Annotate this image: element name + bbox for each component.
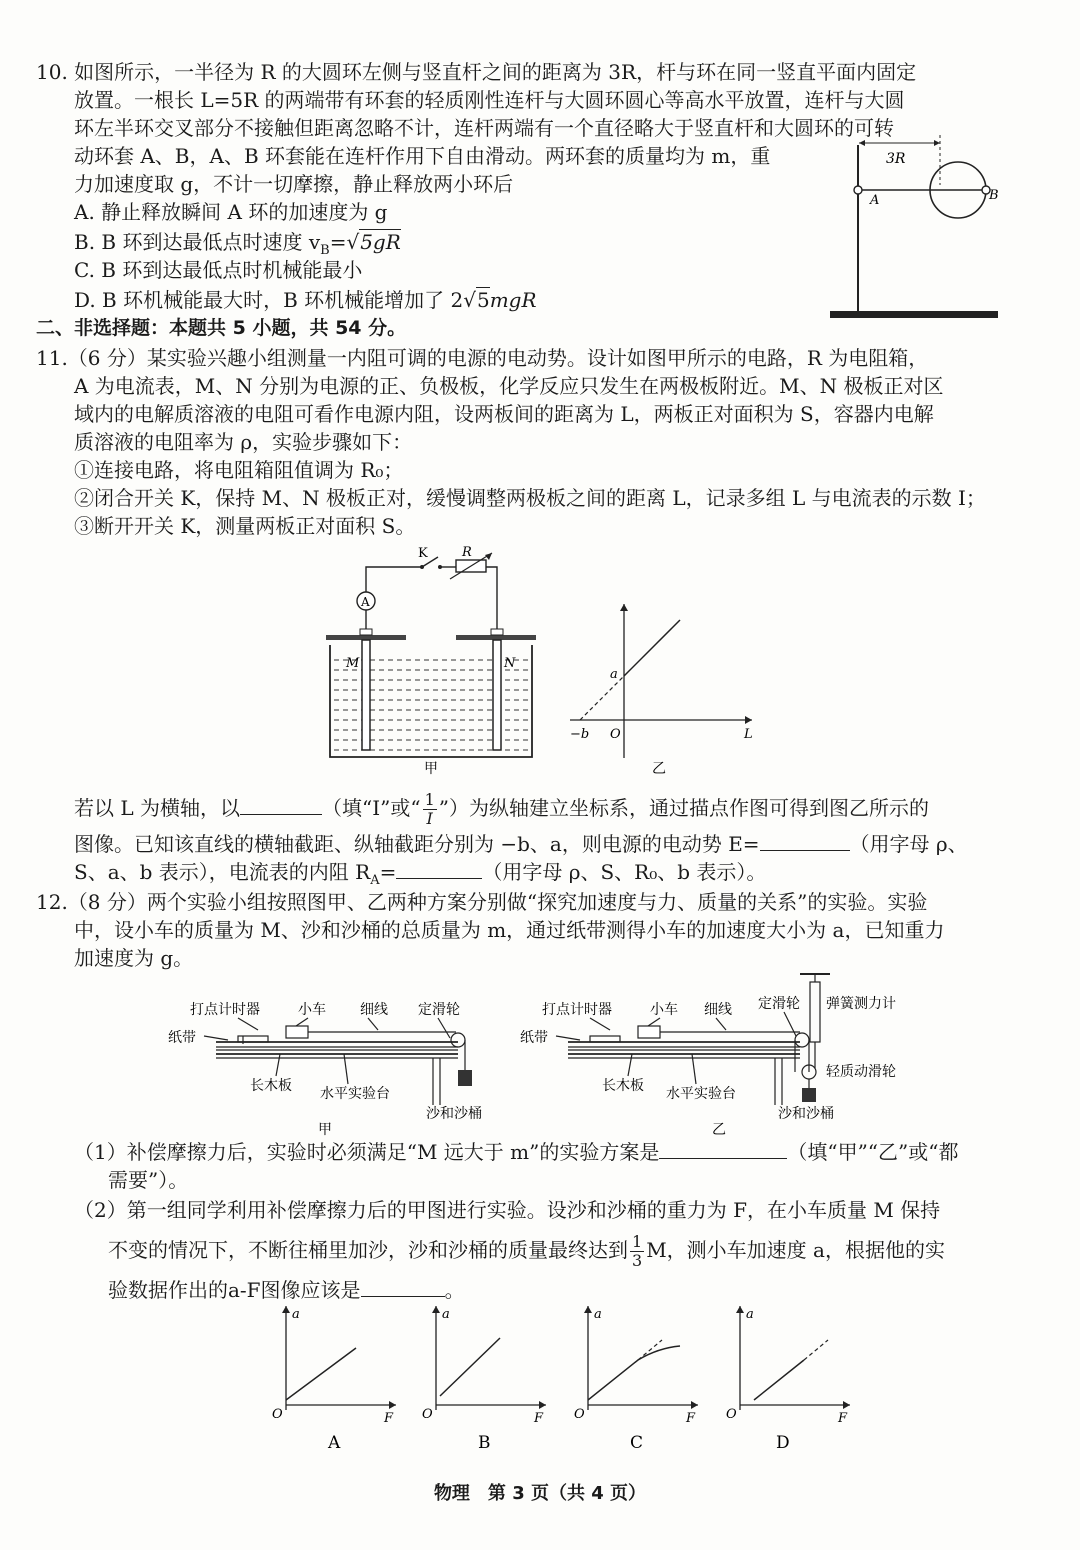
graph-option-a bbox=[266, 1300, 416, 1453]
q11-fig-plate-n: N bbox=[504, 656, 516, 671]
q10-option-c: C. B 环到达最低点时机械能最小 bbox=[74, 258, 363, 282]
q12-part1: （1）补偿摩擦力后，实验时必须满足“M 远大于 m”的实验方案是 （填“甲”“乙”或“都 bbox=[74, 1140, 959, 1164]
graph-b-label: B bbox=[478, 1433, 491, 1453]
q11-fig-intercept-a: a bbox=[610, 667, 618, 682]
q12-line1: 12.（8 分）两个实验小组按照图甲、乙两种方案分别做“探究加速度与力、质量的关系”的实验。实验 bbox=[36, 890, 928, 914]
q11-fig-plate-m: M bbox=[346, 656, 360, 671]
graph-d-label: D bbox=[776, 1433, 790, 1453]
q11-fig-origin: O bbox=[610, 727, 621, 742]
q11-fig-resistor-r: R bbox=[462, 545, 472, 560]
q12-part2-line3: 验数据作出的a-F图像应该是 。 bbox=[108, 1278, 465, 1302]
q10-option-d: D. B 环机械能最大时，B 环机械能增加了 2√5mgR bbox=[74, 288, 537, 312]
graph-c-origin: O bbox=[574, 1407, 585, 1422]
q11-fig-caption-yi: 乙 bbox=[652, 761, 666, 777]
q12-jia-label-timer: 打点计时器 bbox=[190, 1002, 260, 1018]
q12-jia-label-cart: 小车 bbox=[298, 1002, 326, 1018]
q11-step2: ②闭合开关 K，保持 M、N 极板正对，缓慢调整两极板之间的距离 L，记录多组 L 与电流表的示数 I； bbox=[74, 486, 986, 510]
q12-yi-caption: 乙 bbox=[712, 1122, 726, 1138]
graph-d-origin: O bbox=[726, 1407, 737, 1422]
q11-line1: 11.（6 分）某实验兴趣小组测量一内阻可调的电源的电动势。设计如图甲所示的电路，R 为电阻箱， bbox=[36, 346, 929, 370]
q10-fig-label-b: B bbox=[989, 188, 999, 203]
q12-jia-label-bucket: 沙和沙桶 bbox=[426, 1106, 482, 1122]
q11-blank-emf[interactable] bbox=[760, 830, 850, 851]
q11-fig-ammeter: A bbox=[361, 595, 370, 609]
q11-fig-axis-l: L bbox=[744, 727, 753, 742]
q11-step3: ③断开开关 K，测量两板正对面积 S。 bbox=[74, 514, 416, 538]
q11-blank-resistance[interactable] bbox=[396, 858, 482, 879]
graph-c-ylabel: a bbox=[594, 1307, 602, 1322]
graph-a-label: A bbox=[328, 1433, 341, 1453]
q12-jia-label-table: 水平实验台 bbox=[320, 1086, 390, 1102]
graph-a-xlabel: F bbox=[384, 1411, 394, 1426]
q12-blank-scheme[interactable] bbox=[659, 1138, 787, 1159]
q12-figure-yi bbox=[520, 968, 920, 1138]
q12-yi-label-pulley: 定滑轮 bbox=[758, 996, 800, 1012]
q12-jia-label-pulley: 定滑轮 bbox=[418, 1002, 460, 1018]
q12-jia-label-board: 长木板 bbox=[250, 1078, 292, 1094]
q12-jia-label-tape: 纸带 bbox=[168, 1030, 196, 1046]
graph-option-b bbox=[416, 1300, 566, 1453]
q10-line3: 环左半环交叉部分不接触但距离忽略不计，连杆两端有一个直径略大于竖直杆和大圆环的可转 bbox=[74, 116, 894, 140]
graph-c-xlabel: F bbox=[686, 1411, 696, 1426]
q11-fig-caption-jia: 甲 bbox=[424, 761, 438, 777]
graph-option-c bbox=[568, 1300, 718, 1453]
q12-yi-label-board: 长木板 bbox=[602, 1078, 644, 1094]
q10-line1: 10. 如图所示，一半径为 R 的大圆环左侧与竖直杆之间的距离为 3R，杆与环在同一竖直平面内固定 bbox=[36, 60, 917, 84]
q10-option-b: B. B 环到达最低点时速度 $v_B=√5gR$ bbox=[74, 230, 401, 258]
graph-d-ylabel: a bbox=[746, 1307, 754, 1322]
q12-part1-line2: 需要”）。 bbox=[108, 1168, 189, 1192]
q12-yi-label-table: 水平实验台 bbox=[666, 1086, 736, 1102]
graph-option-d bbox=[720, 1300, 870, 1453]
q12-jia-label-string: 细线 bbox=[360, 1002, 388, 1018]
q11-fill-line2: 图像。已知该直线的横轴截距、纵轴截距分别为 −b、a，则电源的电动势 E= （用字母 ρ、 bbox=[74, 832, 968, 856]
q12-yi-label-timer: 打点计时器 bbox=[542, 1002, 612, 1018]
q12-jia-caption: 甲 bbox=[318, 1122, 332, 1138]
q12-line2: 中，设小车的质量为 M、沙和沙桶的总质量为 m，通过纸带测得小车的加速度大小为 a，已知重力 bbox=[74, 918, 945, 942]
q12-yi-label-movpulley: 轻质动滑轮 bbox=[826, 1064, 896, 1080]
graph-b-ylabel: a bbox=[442, 1307, 450, 1322]
graph-d-xlabel: F bbox=[838, 1411, 848, 1426]
q10-fig-dist: 3R bbox=[886, 151, 906, 167]
q10-line4: 动环套 A、B，A、B 环套能在连杆作用下自由滑动。两环套的质量均为 m，重 bbox=[74, 144, 771, 168]
q12-part2-line1: （2）第一组同学利用补偿摩擦力后的甲图进行实验。设沙和沙桶的重力为 F，在小车质量 M 保持 bbox=[74, 1198, 941, 1222]
q12-figure-jia bbox=[168, 990, 508, 1140]
graph-c-label: C bbox=[630, 1433, 644, 1453]
q10-figure bbox=[828, 135, 1008, 325]
q12-yi-label-tape: 纸带 bbox=[520, 1030, 548, 1046]
q12-yi-label-cart: 小车 bbox=[650, 1002, 678, 1018]
q11-fill-line1: 若以 L 为横轴，以 （填“I”或“ $\frac{1}{I}$ ”）为纵轴建立坐标系，通过描点作图可得到图乙所示的 bbox=[74, 790, 929, 828]
q11-line3: 域内的电解质溶液的电阻可看作电源内阻，设两板间的距离为 L，两板正对面积为 S，容器内电解 bbox=[74, 402, 934, 426]
q11-figure-yi bbox=[562, 598, 762, 778]
q11-line2: A 为电流表，M、N 分别为电源的正、负极板，化学反应只发生在两极板附近。M、N 极板正对区 bbox=[74, 374, 944, 398]
q11-figure-jia bbox=[322, 545, 562, 775]
q12-part2-line2: 不变的情况下，不断往桶里加沙，沙和沙桶的质量最终达到 $\frac{1}{3}$ M，测小车加速度 a，根据他的实 bbox=[108, 1232, 945, 1270]
q11-step1: ①连接电路，将电阻箱阻值调为 R₀； bbox=[74, 458, 404, 482]
q12-blank-graph[interactable] bbox=[361, 1276, 445, 1297]
q11-fig-intercept-b: −b bbox=[570, 727, 590, 742]
section-heading: 二、非选择题：本题共 5 小题，共 54 分。 bbox=[36, 317, 407, 339]
q12-yi-label-bucket: 沙和沙桶 bbox=[778, 1106, 834, 1122]
q12-yi-label-string: 细线 bbox=[704, 1002, 732, 1018]
q11-fill-line3: S、a、b 表示），电流表的内阻 $R_A=$ （用字母 ρ、S、R₀、b 表示）。 bbox=[74, 860, 767, 888]
q11-line4: 质溶液的电阻率为 ρ，实验步骤如下： bbox=[74, 430, 413, 454]
graph-b-origin: O bbox=[422, 1407, 433, 1422]
page-footer: 物理 第 3 页（共 4 页） bbox=[433, 1483, 647, 1504]
graph-b-xlabel: F bbox=[534, 1411, 544, 1426]
graph-a-ylabel: a bbox=[292, 1307, 300, 1322]
q10-line5: 力加速度取 g，不计一切摩擦，静止释放两小环后 bbox=[74, 172, 514, 196]
q11-fig-switch-k: K bbox=[418, 546, 428, 561]
q10-fig-label-a: A bbox=[870, 193, 880, 208]
q10-line2: 放置。一根长 L=5R 的两端带有环套的轻质刚性连杆与大圆环圆心等高水平放置，连杆与大圆 bbox=[74, 88, 905, 112]
q12-line3: 加速度为 g。 bbox=[74, 946, 194, 970]
q11-blank-axis[interactable] bbox=[240, 794, 322, 815]
q12-yi-label-scale: 弹簧测力计 bbox=[826, 996, 896, 1012]
q10-option-a: A. 静止释放瞬间 A 环的加速度为 g bbox=[74, 200, 388, 224]
graph-a-origin: O bbox=[272, 1407, 283, 1422]
